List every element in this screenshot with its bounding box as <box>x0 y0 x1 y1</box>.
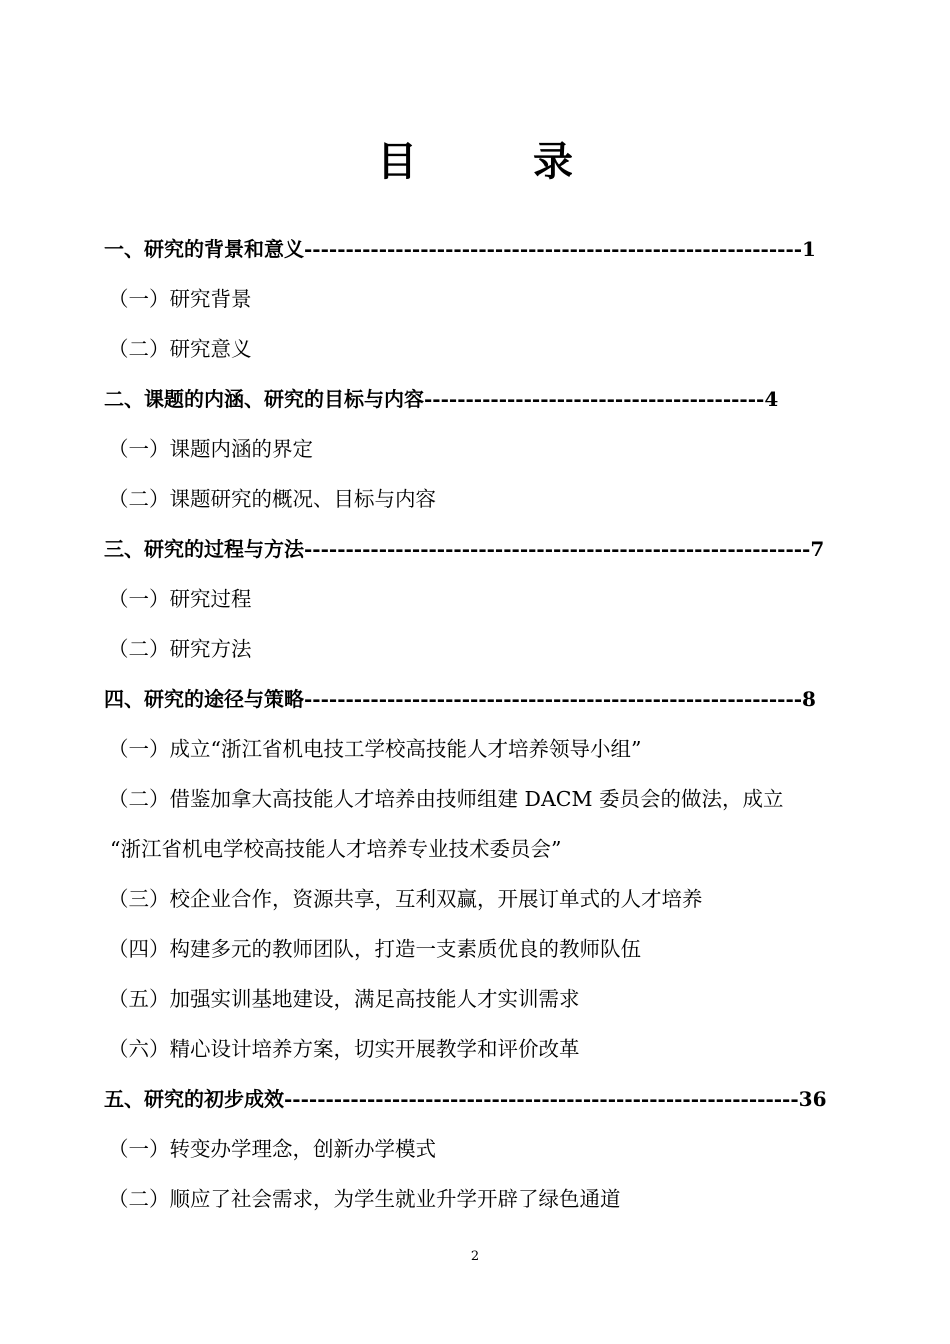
toc-entry-major[interactable]: 三、研究的过程与方法-------------------------------------------------------------7 <box>104 537 825 561</box>
toc-entry-sub[interactable]: （二）顺应了社会需求，为学生就业升学开辟了绿色通道 <box>108 1187 621 1211</box>
toc-entry-sub[interactable]: （二）课题研究的概况、目标与内容 <box>108 487 436 511</box>
toc-entry-sub[interactable]: （二）研究方法 <box>108 637 252 661</box>
page-number: 2 <box>470 1249 480 1264</box>
toc-entry-continuation[interactable]: “浙江省机电学校高技能人才培养专业技术委员会” <box>110 837 562 861</box>
toc-entry-sub[interactable]: （一）成立“浙江省机电技工学校高技能人才培养领导小组” <box>108 737 642 761</box>
toc-entry-sub[interactable]: （一）转变办学理念，创新办学模式 <box>108 1137 436 1161</box>
toc-entry-major[interactable]: 二、课题的内涵、研究的目标与内容-----------------------------------------4 <box>104 387 779 411</box>
toc-entry-sub[interactable]: （一）研究过程 <box>108 587 252 611</box>
toc-entry-major[interactable]: 四、研究的途径与策略------------------------------------------------------------8 <box>104 687 816 711</box>
toc-entry-sub[interactable]: （六）精心设计培养方案，切实开展教学和评价改革 <box>108 1037 580 1061</box>
toc-entry-major[interactable]: 五、研究的初步成效--------------------------------------------------------------36 <box>104 1087 827 1111</box>
toc-entry-sub[interactable]: （一）研究背景 <box>108 287 252 311</box>
toc-entry-sub[interactable]: （五）加强实训基地建设，满足高技能人才实训需求 <box>108 987 580 1011</box>
toc-entry-sub[interactable]: （三）校企业合作，资源共享，互利双赢，开展订单式的人才培养 <box>108 887 703 911</box>
toc-entry-major[interactable]: 一、研究的背景和意义------------------------------------------------------------1 <box>104 237 816 261</box>
toc-entry-sub[interactable]: （一）课题内涵的界定 <box>108 437 313 461</box>
toc-entry-sub[interactable]: （二）借鉴加拿大高技能人才培养由技师组建 DACM 委员会的做法，成立 <box>108 787 784 811</box>
toc-entry-sub[interactable]: （二）研究意义 <box>108 337 252 361</box>
toc-title: 目 录 <box>377 139 611 185</box>
toc-entry-sub[interactable]: （四）构建多元的教师团队，打造一支素质优良的教师队伍 <box>108 937 641 961</box>
toc-list <box>104 230 864 1230</box>
